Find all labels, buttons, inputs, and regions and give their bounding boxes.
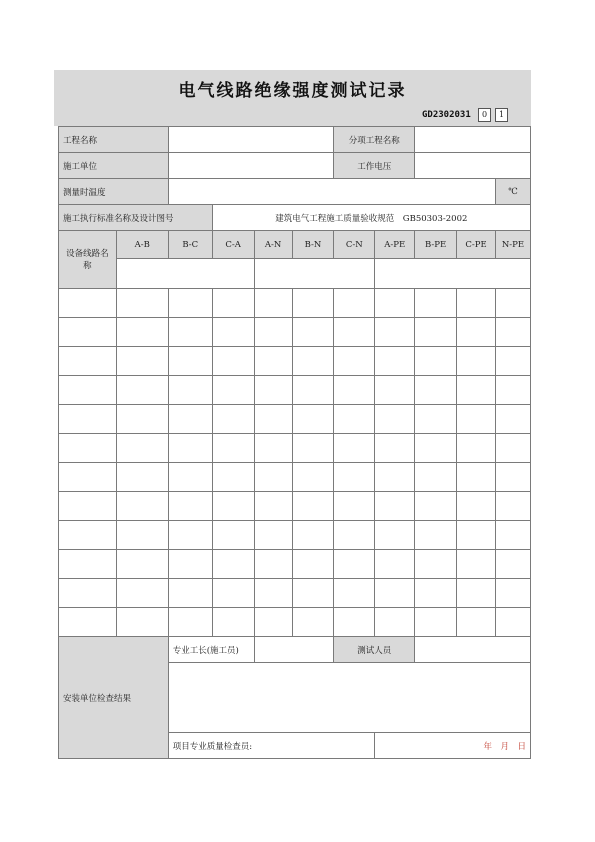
- reading-cell[interactable]: [292, 521, 334, 550]
- code-box-1: 0: [478, 108, 491, 122]
- sub-project-label: 分项工程名称: [334, 127, 415, 153]
- col-header: B-N: [292, 231, 334, 259]
- reading-cell[interactable]: [457, 289, 496, 318]
- measure-temp-label: 测量时温度: [59, 179, 169, 205]
- table-row: [59, 492, 531, 521]
- reading-cell[interactable]: [495, 492, 530, 521]
- reading-cell[interactable]: [116, 463, 168, 492]
- reading-cell[interactable]: [254, 521, 292, 550]
- reading-cell[interactable]: [116, 492, 168, 521]
- reading-cell[interactable]: [212, 608, 254, 637]
- reading-cell[interactable]: [375, 550, 415, 579]
- reading-cell[interactable]: [212, 579, 254, 608]
- device-name-cell[interactable]: [59, 289, 117, 318]
- group-cell[interactable]: [375, 259, 531, 289]
- reading-cell[interactable]: [457, 405, 496, 434]
- reading-cell[interactable]: [168, 318, 212, 347]
- reading-cell[interactable]: [415, 463, 457, 492]
- reading-cell[interactable]: [415, 289, 457, 318]
- col-header: N-PE: [495, 231, 530, 259]
- reading-cell[interactable]: [254, 376, 292, 405]
- col-header: C-PE: [457, 231, 496, 259]
- form-title: 电气线路绝缘强度测试记录: [178, 81, 407, 101]
- table-row: [59, 376, 531, 405]
- reading-cell[interactable]: [168, 579, 212, 608]
- table-row: [59, 318, 531, 347]
- inspection-label: 安装单位检查结果: [59, 637, 169, 759]
- reading-cell[interactable]: [415, 318, 457, 347]
- code-box-2: 1: [495, 108, 508, 122]
- reading-cell[interactable]: [415, 521, 457, 550]
- reading-cell[interactable]: [495, 550, 530, 579]
- date-label: 年 月 日: [375, 733, 531, 759]
- reading-cell[interactable]: [457, 550, 496, 579]
- reading-cell[interactable]: [116, 521, 168, 550]
- device-name-cell[interactable]: [59, 347, 117, 376]
- device-line-name-label: 设备线路名称: [59, 231, 117, 289]
- reading-cell[interactable]: [116, 434, 168, 463]
- col-header: A-N: [254, 231, 292, 259]
- reading-cell[interactable]: [457, 521, 496, 550]
- reading-cell[interactable]: [495, 318, 530, 347]
- reading-cell[interactable]: [495, 405, 530, 434]
- reading-cell[interactable]: [168, 521, 212, 550]
- foreman-field[interactable]: [254, 637, 334, 663]
- col-header: A-PE: [375, 231, 415, 259]
- reading-cell[interactable]: [168, 434, 212, 463]
- table-row: [59, 463, 531, 492]
- reading-cell[interactable]: [375, 289, 415, 318]
- reading-cell[interactable]: [457, 608, 496, 637]
- reading-cell[interactable]: [116, 347, 168, 376]
- reading-cell[interactable]: [292, 492, 334, 521]
- project-name-label: 工程名称: [59, 127, 169, 153]
- reading-cell[interactable]: [375, 492, 415, 521]
- reading-cell[interactable]: [292, 550, 334, 579]
- reading-cell[interactable]: [254, 579, 292, 608]
- reading-cell[interactable]: [334, 463, 375, 492]
- reading-cell[interactable]: [375, 579, 415, 608]
- reading-cell[interactable]: [415, 550, 457, 579]
- table-row: [59, 579, 531, 608]
- device-name-cell[interactable]: [59, 376, 117, 405]
- group-cell[interactable]: [116, 259, 254, 289]
- reading-cell[interactable]: [334, 521, 375, 550]
- qc-inspector-label: 项目专业质量检查员:: [168, 733, 375, 759]
- tester-field[interactable]: [415, 637, 531, 663]
- reading-cell[interactable]: [292, 318, 334, 347]
- form-sheet: [54, 70, 531, 763]
- reading-cell[interactable]: [457, 318, 496, 347]
- table-row: [59, 405, 531, 434]
- reading-cell[interactable]: [212, 405, 254, 434]
- tester-label: 测试人员: [334, 637, 415, 663]
- reading-cell[interactable]: [212, 521, 254, 550]
- reading-cell[interactable]: [334, 434, 375, 463]
- reading-cell[interactable]: [375, 376, 415, 405]
- reading-cell[interactable]: [334, 405, 375, 434]
- record-table: [58, 126, 531, 759]
- reading-cell[interactable]: [415, 405, 457, 434]
- group-cell[interactable]: [254, 259, 375, 289]
- standard-label: 施工执行标准名称及设计图号: [59, 205, 213, 231]
- device-name-cell[interactable]: [59, 608, 117, 637]
- reading-cell[interactable]: [168, 608, 212, 637]
- device-name-cell[interactable]: [59, 492, 117, 521]
- title-bar: [54, 70, 531, 126]
- reading-cell[interactable]: [334, 318, 375, 347]
- reading-cell[interactable]: [457, 347, 496, 376]
- foreman-label: 专业工长(施工员): [168, 637, 254, 663]
- device-name-cell[interactable]: [59, 579, 117, 608]
- reading-cell[interactable]: [116, 608, 168, 637]
- reading-cell[interactable]: [334, 608, 375, 637]
- construction-unit-label: 施工单位: [59, 153, 169, 179]
- table-row: [59, 550, 531, 579]
- col-header: C-N: [334, 231, 375, 259]
- device-name-cell[interactable]: [59, 434, 117, 463]
- table-row: [59, 289, 531, 318]
- reading-cell[interactable]: [212, 347, 254, 376]
- reading-cell[interactable]: [254, 550, 292, 579]
- reading-cell[interactable]: [334, 492, 375, 521]
- reading-cell[interactable]: [292, 463, 334, 492]
- reading-cell[interactable]: [212, 318, 254, 347]
- reading-cell[interactable]: [415, 347, 457, 376]
- reading-cell[interactable]: [212, 550, 254, 579]
- reading-cell[interactable]: [375, 318, 415, 347]
- reading-cell[interactable]: [334, 347, 375, 376]
- reading-cell[interactable]: [254, 405, 292, 434]
- reading-cell[interactable]: [495, 376, 530, 405]
- device-name-cell[interactable]: [59, 521, 117, 550]
- reading-cell[interactable]: [457, 492, 496, 521]
- reading-cell[interactable]: [292, 347, 334, 376]
- reading-cell[interactable]: [415, 492, 457, 521]
- form-code: GD2302031: [422, 110, 471, 120]
- reading-cell[interactable]: [495, 579, 530, 608]
- table-row: [59, 347, 531, 376]
- standard-value: 建筑电气工程施工质量验收规范 GB50303-2002: [212, 205, 530, 231]
- reading-cell[interactable]: [415, 434, 457, 463]
- reading-cell[interactable]: [168, 376, 212, 405]
- reading-cell[interactable]: [375, 405, 415, 434]
- reading-cell[interactable]: [292, 608, 334, 637]
- reading-cell[interactable]: [116, 550, 168, 579]
- reading-cell[interactable]: [168, 492, 212, 521]
- table-row: [59, 434, 531, 463]
- reading-cell[interactable]: [375, 521, 415, 550]
- reading-cell[interactable]: [375, 463, 415, 492]
- sub-project-field[interactable]: [415, 127, 531, 153]
- reading-cell[interactable]: [254, 463, 292, 492]
- working-voltage-label: 工作电压: [334, 153, 415, 179]
- reading-cell[interactable]: [116, 405, 168, 434]
- reading-cell[interactable]: [375, 347, 415, 376]
- reading-cell[interactable]: [168, 347, 212, 376]
- reading-cell[interactable]: [292, 579, 334, 608]
- reading-cell[interactable]: [168, 463, 212, 492]
- col-header: C-A: [212, 231, 254, 259]
- reading-cell[interactable]: [495, 289, 530, 318]
- reading-cell[interactable]: [254, 289, 292, 318]
- working-voltage-field[interactable]: [415, 153, 531, 179]
- col-header: B-PE: [415, 231, 457, 259]
- table-row: [59, 521, 531, 550]
- reading-cell[interactable]: [457, 463, 496, 492]
- reading-cell[interactable]: [457, 376, 496, 405]
- reading-cell[interactable]: [495, 608, 530, 637]
- reading-cell[interactable]: [168, 550, 212, 579]
- reading-cell[interactable]: [254, 608, 292, 637]
- reading-cell[interactable]: [415, 376, 457, 405]
- reading-cell[interactable]: [495, 434, 530, 463]
- reading-cell[interactable]: [495, 521, 530, 550]
- reading-cell[interactable]: [292, 376, 334, 405]
- reading-cell[interactable]: [116, 318, 168, 347]
- device-name-cell[interactable]: [59, 318, 117, 347]
- reading-cell[interactable]: [292, 434, 334, 463]
- reading-cell[interactable]: [212, 492, 254, 521]
- reading-cell[interactable]: [334, 550, 375, 579]
- reading-cell[interactable]: [116, 579, 168, 608]
- measure-temp-field[interactable]: [168, 179, 495, 205]
- reading-cell[interactable]: [254, 318, 292, 347]
- reading-cell[interactable]: [212, 376, 254, 405]
- temp-unit: ℃: [495, 179, 530, 205]
- reading-cell[interactable]: [212, 463, 254, 492]
- reading-cell[interactable]: [292, 289, 334, 318]
- inspection-result-field[interactable]: [168, 663, 530, 733]
- reading-cell[interactable]: [168, 289, 212, 318]
- reading-cell[interactable]: [254, 492, 292, 521]
- reading-cell[interactable]: [415, 608, 457, 637]
- reading-cell[interactable]: [415, 579, 457, 608]
- reading-cell[interactable]: [116, 289, 168, 318]
- col-header: A-B: [116, 231, 168, 259]
- reading-cell[interactable]: [168, 405, 212, 434]
- reading-cell[interactable]: [292, 405, 334, 434]
- reading-cell[interactable]: [212, 434, 254, 463]
- device-name-cell[interactable]: [59, 463, 117, 492]
- reading-cell[interactable]: [495, 347, 530, 376]
- reading-cell[interactable]: [254, 434, 292, 463]
- project-name-field[interactable]: [168, 127, 334, 153]
- reading-cell[interactable]: [457, 579, 496, 608]
- reading-cell[interactable]: [334, 579, 375, 608]
- reading-cell[interactable]: [334, 376, 375, 405]
- reading-cell[interactable]: [375, 434, 415, 463]
- construction-unit-field[interactable]: [168, 153, 334, 179]
- table-row: [59, 608, 531, 637]
- device-name-cell[interactable]: [59, 550, 117, 579]
- reading-cell[interactable]: [254, 347, 292, 376]
- reading-cell[interactable]: [375, 608, 415, 637]
- reading-cell[interactable]: [457, 434, 496, 463]
- reading-cell[interactable]: [334, 289, 375, 318]
- col-header: B-C: [168, 231, 212, 259]
- device-name-cell[interactable]: [59, 405, 117, 434]
- reading-cell[interactable]: [116, 376, 168, 405]
- reading-cell[interactable]: [495, 463, 530, 492]
- reading-cell[interactable]: [212, 289, 254, 318]
